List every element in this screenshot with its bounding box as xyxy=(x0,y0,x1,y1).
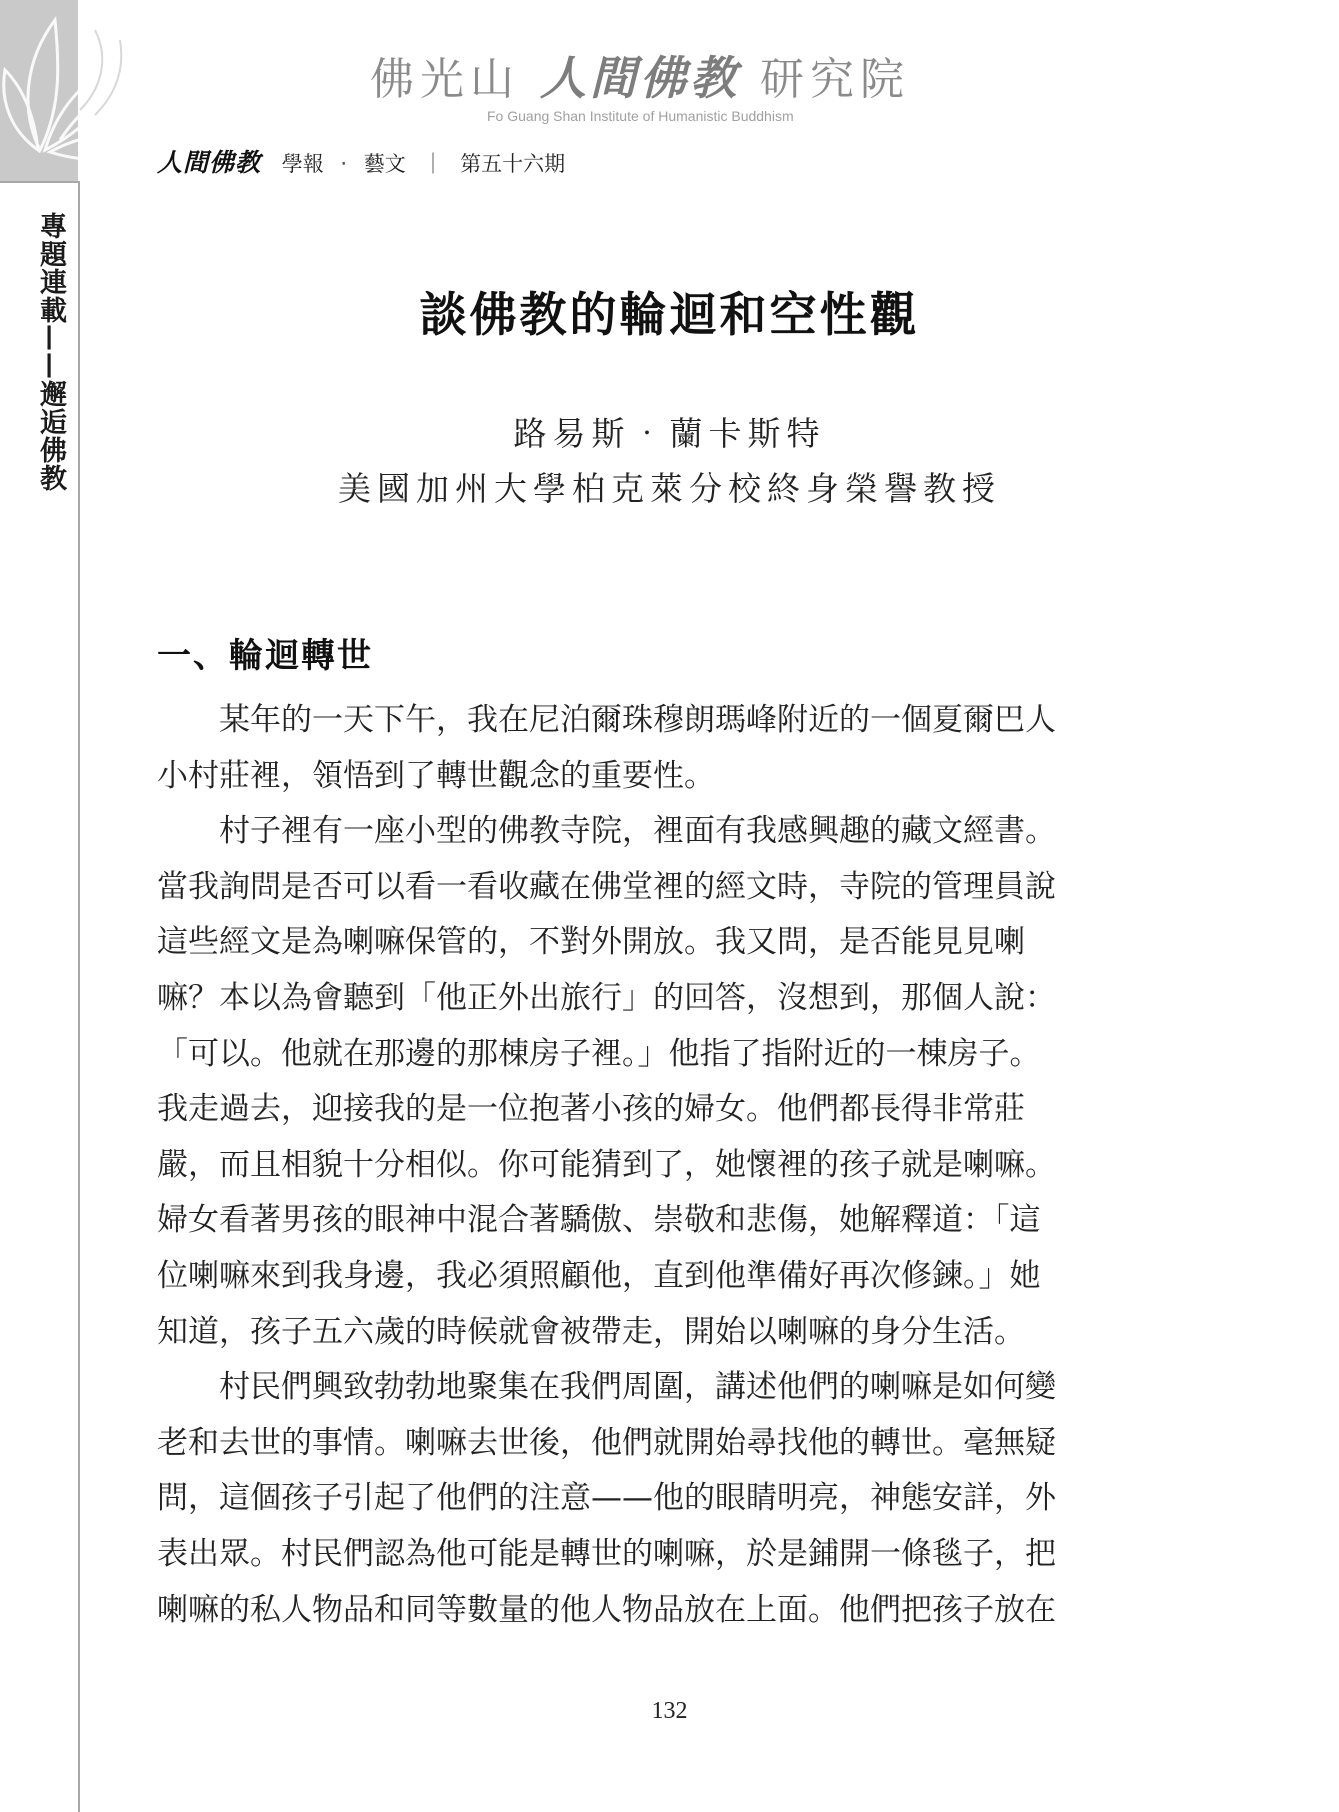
paragraph xyxy=(157,1360,1147,1638)
journal-dot: ‧ xyxy=(340,152,348,176)
series-side-label: 專題連載——邂逅佛教 xyxy=(35,212,66,492)
journal-logo: 人間佛教 xyxy=(157,148,262,177)
institute-name-en: Fo Guang Shan Institute of Humanistic Buddhism xyxy=(487,108,794,124)
article-title: 談佛教的輪迴和空性觀 xyxy=(419,288,920,343)
text-line: 我走過去，迎接我的是一位抱著小孩的婦女。他們都長得非常莊 xyxy=(157,1091,1025,1128)
text-line: 這些經文是為喇嘛保管的，不對外開放。我又問，是否能見見喇 xyxy=(157,924,1025,961)
paragraph xyxy=(157,693,1147,804)
text-line: 知道，孩子五六歲的時候就會被帶走，開始以喇嘛的身分生活。 xyxy=(157,1313,1025,1350)
lotus-icon xyxy=(0,0,180,185)
text-line: 嘛？本以為會聽到「他正外出旅行」的回答，沒想到，那個人說： xyxy=(157,979,1056,1016)
text-line: 村子裡有一座小型的佛教寺院，裡面有我感興趣的藏文經書。 xyxy=(219,813,1056,850)
institute-name-cn xyxy=(370,42,910,105)
journal-section: 藝文 xyxy=(363,152,406,176)
article-body xyxy=(157,693,1147,1638)
institute-prefix: 佛光山 xyxy=(370,54,520,105)
institute-suffix: 研究院 xyxy=(760,54,910,105)
text-line: 村民們興致勃勃地聚集在我們周圍，講述他們的喇嘛是如何變 xyxy=(219,1369,1056,1406)
article-author: 路易斯‧蘭卡斯特 xyxy=(513,414,826,453)
text-line: 表出眾。村民們認為他可能是轉世的喇嘛，於是鋪開一條毯子，把 xyxy=(157,1535,1056,1572)
page-number: 132 xyxy=(651,1698,688,1724)
institute-brand: 人間佛教 xyxy=(540,51,740,105)
journal-header xyxy=(157,143,565,179)
author-affiliation: 美國加州大學柏克萊分校終身榮譽教授 xyxy=(338,469,1001,508)
text-line: 位喇嘛來到我身邊，我必須照顧他，直到他準備好再次修鍊。」她 xyxy=(157,1257,1041,1294)
text-line: 問，這個孩子引起了他們的注意——他的眼睛明亮，神態安詳，外 xyxy=(157,1480,1056,1517)
text-line: 某年的一天下午，我在尼泊爾珠穆朗瑪峰附近的一個夏爾巴人 xyxy=(219,702,1056,738)
section-heading: 一、輪迴轉世 xyxy=(157,636,373,676)
journal-issue: 第五十六期 xyxy=(460,152,566,176)
text-line: 老和去世的事情。喇嘛去世後，他們就開始尋找他的轉世。毫無疑 xyxy=(157,1424,1056,1461)
text-line: 當我詢問是否可以看一看收藏在佛堂裡的經文時，寺院的管理員說 xyxy=(157,868,1056,905)
journal-name: 學報 xyxy=(281,152,324,176)
text-line: 嚴，而且相貌十分相似。你可能猜到了，她懷裡的孩子就是喇嘛。 xyxy=(157,1146,1056,1183)
text-line: 婦女看著男孩的眼神中混合著驕傲、崇敬和悲傷，她解釋道：「這 xyxy=(157,1202,1041,1239)
text-line: 小村莊裡，領悟到了轉世觀念的重要性。 xyxy=(157,757,715,794)
text-line: 「可以。他就在那邊的那棟房子裡。」他指了指附近的一棟房子。 xyxy=(157,1035,1041,1072)
text-line: 喇嘛的私人物品和同等數量的他人物品放在上面。他們把孩子放在 xyxy=(157,1591,1056,1628)
paragraph xyxy=(157,804,1147,1360)
journal-divider: ｜ xyxy=(422,152,444,176)
